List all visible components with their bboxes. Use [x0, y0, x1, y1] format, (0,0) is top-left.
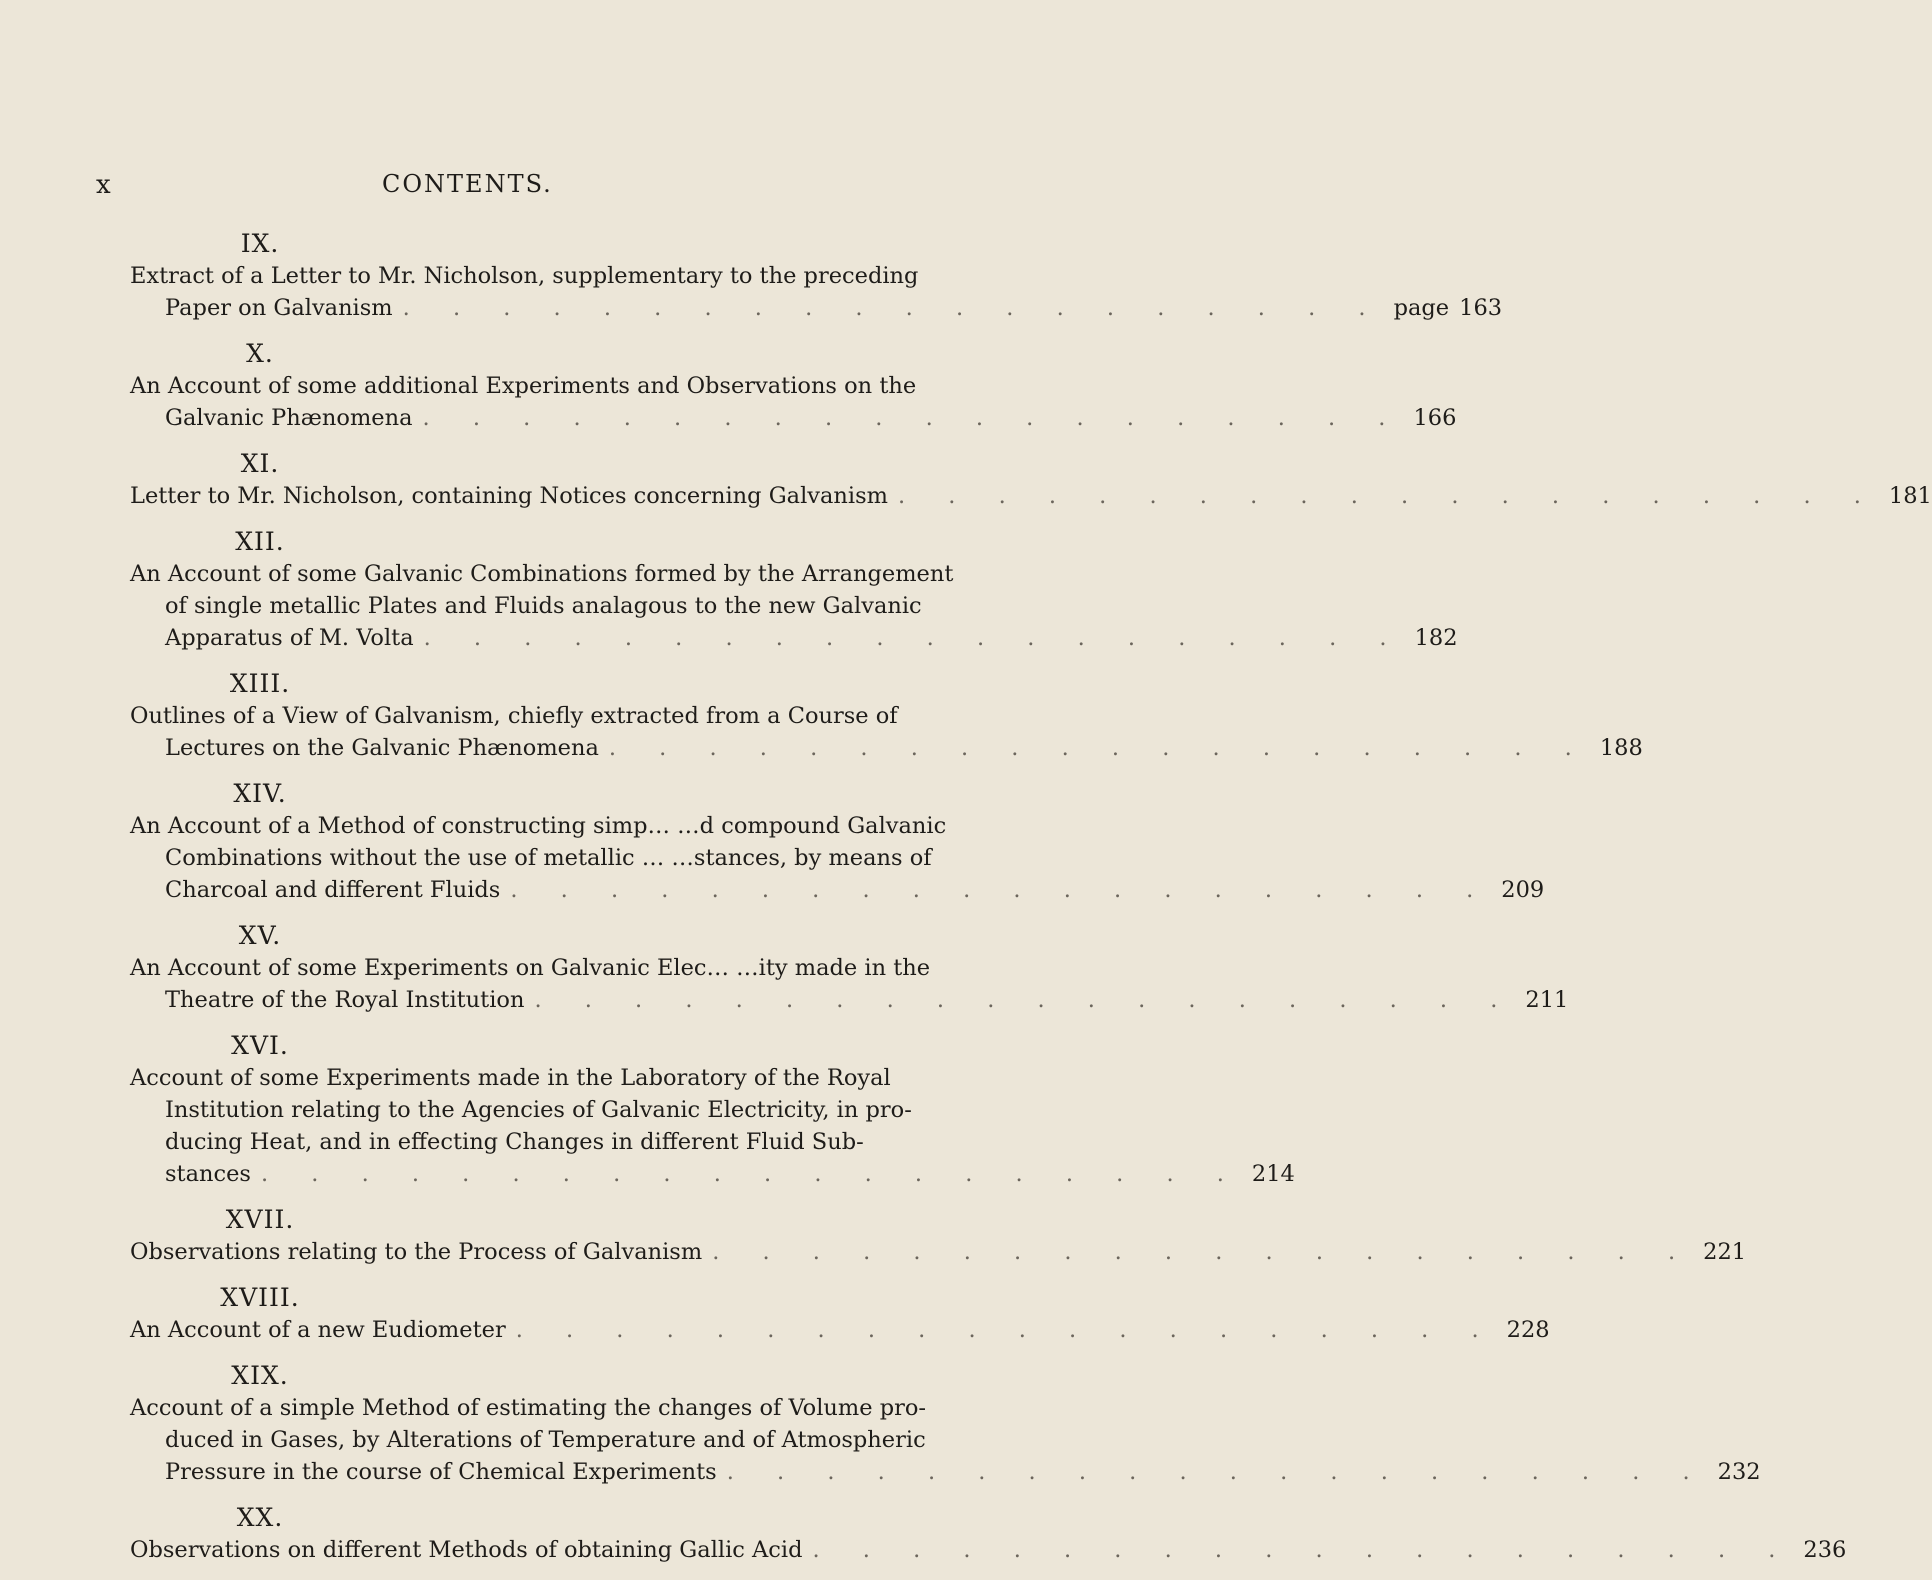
page-number-value: 209: [1501, 877, 1545, 903]
page-folio: x: [96, 170, 111, 200]
contents-entry: [0, 526, 1458, 654]
entry-title-end: Theatre of the Royal Institution: [165, 987, 525, 1013]
entry-numeral: XV.: [238, 921, 282, 950]
entry-line: ducing Heat, and in effecting Changes in different Fluid Sub-: [165, 1129, 864, 1155]
entry-title-end: An Account of a new Eudiometer: [130, 1317, 506, 1343]
entry-line: Account of some Experiments made in the Laboratory of the Royal: [130, 1065, 891, 1091]
entry-numeral: XIII.: [229, 669, 291, 698]
entry-title-end: Observations relating to the Process of Galvanism: [130, 1239, 703, 1265]
entry-page-number: [1600, 732, 1643, 764]
entry-numeral: XVII.: [225, 1205, 295, 1234]
entry-line: of single metallic Plates and Fluids analagous to the new Galvanic: [165, 593, 922, 619]
page-number-value: 214: [1251, 1161, 1295, 1187]
entry-title-end: Charcoal and different Fluids: [165, 877, 501, 903]
page-number-value: 163: [1459, 295, 1503, 321]
entry-page-number: [1803, 1534, 1846, 1566]
contents-entry: [0, 1360, 1761, 1488]
contents-list: [0, 228, 1932, 1580]
page-number-value: 228: [1506, 1317, 1550, 1343]
page-number-value: 182: [1414, 625, 1458, 651]
dot-leader: . . . . . . . . . . . . . . . . . . . .: [422, 405, 1404, 431]
entry-line: duced in Gases, by Alterations of Temperature and of Atmospheric: [165, 1427, 926, 1453]
entry-title-end: Apparatus of M. Volta: [165, 625, 414, 651]
entry-title-end: Letter to Mr. Nicholson, containing Notices concerning Galvanism: [130, 483, 888, 509]
entry-page-number: [1415, 622, 1458, 654]
page-number-value: 236: [1803, 1537, 1847, 1563]
entry-last-line: [0, 402, 1457, 434]
page-title: CONTENTS.: [382, 170, 553, 198]
entry-page-number: [1718, 1456, 1761, 1488]
entry-numeral: XVI.: [231, 1031, 289, 1060]
page-number-value: 181: [1888, 483, 1932, 509]
page-prefix: page: [1393, 295, 1450, 321]
dot-leader: . . . . . . . . . . . . . . . . . . . .: [402, 295, 1384, 321]
entry-page-number: [1889, 480, 1932, 512]
page-number-value: 221: [1703, 1239, 1747, 1265]
contents-entry: [0, 1502, 1847, 1566]
entry-last-line: [0, 1314, 1550, 1346]
dot-leader: . . . . . . . . . . . . . . . . . . . .: [423, 625, 1405, 651]
dot-leader: . . . . . . . . . . . . . . . . . . . .: [515, 1317, 1497, 1343]
entry-last-line: [0, 732, 1643, 764]
contents-entry: [0, 920, 1569, 1016]
dot-leader: . . . . . . . . . . . . . . . . . . . .: [726, 1459, 1708, 1485]
contents-entry: [0, 228, 1503, 324]
entry-last-line: [0, 622, 1458, 654]
entry-numeral: XI.: [240, 449, 280, 478]
entry-page-number: [1525, 984, 1568, 1016]
contents-entry: [0, 448, 1932, 512]
entry-line: Combinations without the use of metallic … …stances, by means of: [165, 845, 932, 871]
entry-title-end: stances: [165, 1161, 251, 1187]
entry-title-end: Pressure in the course of Chemical Experiments: [165, 1459, 717, 1485]
entry-line: Institution relating to the Agencies of Galvanic Electricity, in pro-: [165, 1097, 912, 1123]
entry-line: An Account of some Galvanic Combinations formed by the Arrangement: [130, 561, 954, 587]
entry-numeral: XIV.: [233, 779, 287, 808]
entry-last-line: [0, 1534, 1847, 1566]
page-header: [0, 170, 800, 210]
entry-numeral: XVIII.: [220, 1283, 300, 1312]
entry-line: An Account of some Experiments on Galvanic Elec… …ity made in the: [130, 955, 931, 981]
entry-page-number: [1703, 1236, 1746, 1268]
page-number-value: 166: [1413, 405, 1457, 431]
entry-line: Account of a simple Method of estimating the changes of Volume pro-: [130, 1395, 927, 1421]
entry-numeral: XX.: [236, 1503, 284, 1532]
contents-entry: [0, 778, 1545, 906]
entry-last-line: [0, 1456, 1761, 1488]
entry-page-number: [1252, 1158, 1295, 1190]
dot-leader: . . . . . . . . . . . . . . . . . . . .: [608, 735, 1590, 761]
dot-leader: . . . . . . . . . . . . . . . . . . . .: [712, 1239, 1694, 1265]
entry-numeral: IX.: [240, 229, 280, 258]
entry-title-end: Galvanic Phænomena: [165, 405, 413, 431]
entry-numeral: XIX.: [231, 1361, 289, 1390]
entry-title-end: Observations on different Methods of obtaining Gallic Acid: [130, 1537, 803, 1563]
entry-last-line: [0, 984, 1569, 1016]
entry-line: An Account of some additional Experiments and Observations on the: [130, 373, 917, 399]
page-number-value: 211: [1525, 987, 1569, 1013]
entry-title-end: Paper on Galvanism: [165, 295, 393, 321]
contents-entry: [0, 1204, 1747, 1268]
dot-leader: . . . . . . . . . . . . . . . . . . . .: [534, 987, 1516, 1013]
contents-entry: [0, 1282, 1550, 1346]
entry-last-line: [0, 1236, 1747, 1268]
entry-page-number: [1501, 874, 1544, 906]
entry-last-line: [0, 292, 1503, 324]
entry-line: Extract of a Letter to Mr. Nicholson, supplementary to the preceding: [130, 263, 919, 289]
entry-last-line: [0, 1158, 1295, 1190]
entry-page-number: [1413, 402, 1456, 434]
page-number-value: 188: [1599, 735, 1643, 761]
entry-page-number: [1507, 1314, 1550, 1346]
entry-line: Outlines of a View of Galvanism, chiefly extracted from a Course of: [130, 703, 898, 729]
page-number-value: 232: [1717, 1459, 1761, 1485]
dot-leader: . . . . . . . . . . . . . . . . . . . .: [812, 1537, 1794, 1563]
dot-leader: . . . . . . . . . . . . . . . . . . . .: [260, 1161, 1242, 1187]
contents-entry: [0, 668, 1643, 764]
entry-last-line: [0, 480, 1932, 512]
dot-leader: . . . . . . . . . . . . . . . . . . . .: [510, 877, 1492, 903]
entry-page-number: [1394, 292, 1503, 324]
contents-entry: [0, 1030, 1295, 1190]
entry-numeral: XII.: [235, 527, 285, 556]
dot-leader: . . . . . . . . . . . . . . . . . . . .: [897, 483, 1879, 509]
entry-title-end: Lectures on the Galvanic Phænomena: [165, 735, 599, 761]
entry-line: An Account of a Method of constructing simp… …d compound Galvanic: [130, 813, 947, 839]
entry-last-line: [0, 874, 1545, 906]
contents-entry: [0, 338, 1457, 434]
entry-numeral: X.: [246, 339, 274, 368]
